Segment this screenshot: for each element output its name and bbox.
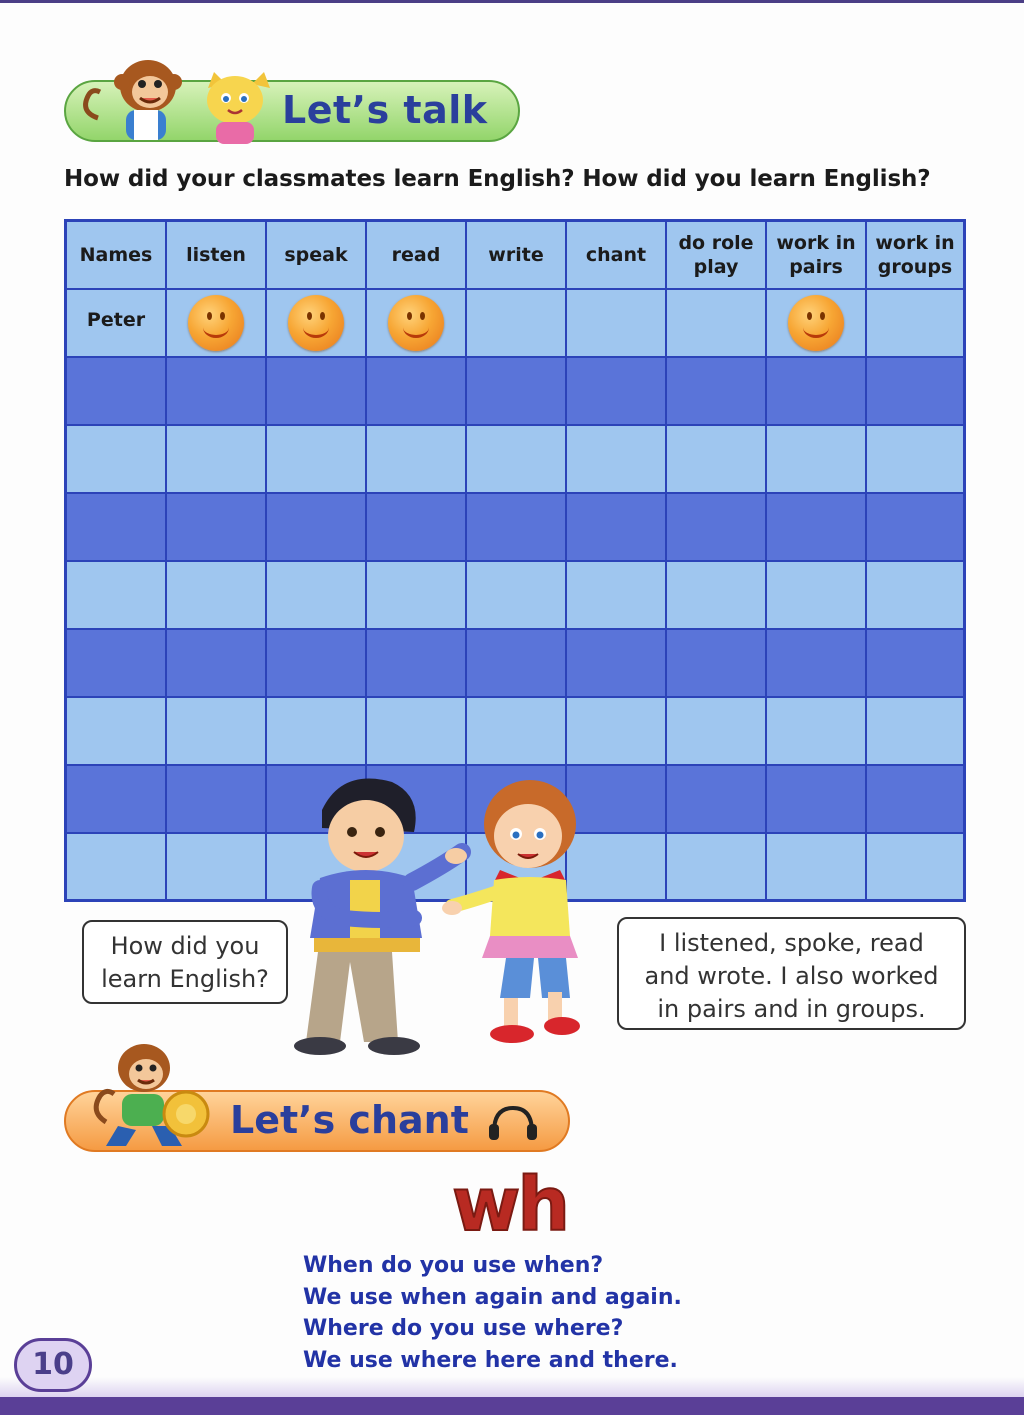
table-header-cell: listen [167,222,267,290]
table-cell[interactable] [767,290,867,358]
table-header-cell: work in pairs [767,222,867,290]
table-cell[interactable] [767,426,867,494]
table-cell[interactable] [267,494,367,562]
table-cell[interactable] [267,358,367,426]
table-cell[interactable] [467,494,567,562]
table-cell[interactable] [167,562,267,630]
table-cell[interactable] [867,698,963,766]
table-cell[interactable] [767,766,867,834]
table-cell[interactable] [367,358,467,426]
table-cell[interactable] [767,494,867,562]
table-cell[interactable] [467,426,567,494]
smiley-face-icon [388,295,444,351]
table-name-cell[interactable] [67,630,167,698]
table-cell[interactable] [167,494,267,562]
table-cell[interactable] [567,698,667,766]
smiley-face-icon [788,295,844,351]
table-cell[interactable] [167,766,267,834]
table-header-cell: work in groups [867,222,963,290]
table-cell[interactable] [667,290,767,358]
table-cell[interactable] [567,358,667,426]
table-cell[interactable] [767,630,867,698]
table-cell[interactable] [867,290,963,358]
chant-line: We use where here and there. [303,1347,678,1373]
bubble-line: and wrote. I also worked [644,962,939,990]
table-name-cell[interactable] [67,766,167,834]
table-header-cell: chant [567,222,667,290]
table-cell[interactable] [367,494,467,562]
page-number: 10 [32,1347,74,1382]
table-name-cell[interactable] [67,494,167,562]
table-name-cell[interactable] [67,426,167,494]
table-cell[interactable] [367,630,467,698]
headphones-icon[interactable] [486,1104,540,1142]
table-name-cell[interactable]: Peter [67,290,167,358]
table-cell[interactable] [167,290,267,358]
table-cell[interactable] [167,630,267,698]
table-cell[interactable] [367,698,467,766]
footer-gradient [0,1377,1024,1397]
table-header-cell: read [367,222,467,290]
smiley-face-icon [288,295,344,351]
table-cell[interactable] [567,426,667,494]
table-cell[interactable] [567,630,667,698]
bubble-line: learn English? [101,965,269,993]
table-cell[interactable] [267,562,367,630]
top-border [0,0,1024,3]
table-cell[interactable] [467,562,567,630]
table-cell[interactable] [367,290,467,358]
table-cell[interactable] [167,426,267,494]
table-cell[interactable] [167,834,267,902]
table-cell[interactable] [267,290,367,358]
table-cell[interactable] [867,766,963,834]
speech-bubble-question [82,920,288,1004]
lets-chant-title: Let’s chant [230,1098,469,1142]
table-cell[interactable] [267,698,367,766]
chant-line: When do you use when? [303,1253,604,1278]
table-cell[interactable] [667,494,767,562]
table-name-cell[interactable] [67,358,167,426]
table-cell[interactable] [767,834,867,902]
table-cell[interactable] [667,834,767,902]
table-cell[interactable] [467,698,567,766]
table-cell[interactable] [467,630,567,698]
question-text: How did your classmates learn English? How did you learn English? [64,166,931,192]
chant-line: Where do you use where? [303,1316,624,1341]
table-cell[interactable] [667,562,767,630]
table-cell[interactable] [867,630,963,698]
footer-band [0,1397,1024,1415]
bubble-line: in pairs and in groups. [657,995,926,1023]
table-cell[interactable] [767,698,867,766]
speech-bubble-answer [617,917,966,1030]
lets-talk-title: Let’s talk [282,88,488,132]
table-cell[interactable] [267,426,367,494]
table-header-cell: do role play [667,222,767,290]
table-header-cell: write [467,222,567,290]
children-illustration [280,770,620,1060]
table-cell[interactable] [767,562,867,630]
smiley-face-icon [188,295,244,351]
table-cell[interactable] [867,494,963,562]
bubble-line: How did you [110,932,260,960]
table-cell[interactable] [867,358,963,426]
monkey-mascot-icon [78,48,188,144]
table-name-cell[interactable] [67,698,167,766]
table-cell[interactable] [867,834,963,902]
chant-line: We use when again and again. [303,1284,682,1310]
phonics-sound-wh: wh [452,1162,568,1248]
table-cell[interactable] [467,290,567,358]
table-name-cell[interactable] [67,562,167,630]
table-cell[interactable] [567,290,667,358]
table-cell[interactable] [667,698,767,766]
table-cell[interactable] [667,426,767,494]
table-cell[interactable] [867,426,963,494]
chant-lines [303,1250,682,1376]
table-name-cell[interactable] [67,834,167,902]
table-cell[interactable] [367,562,467,630]
table-cell[interactable] [667,630,767,698]
table-cell[interactable] [567,562,667,630]
monkey-drummer-icon [88,1032,218,1152]
table-cell[interactable] [167,358,267,426]
table-cell[interactable] [567,494,667,562]
table-cell[interactable] [667,358,767,426]
table-cell[interactable] [767,358,867,426]
bubble-line: I listened, spoke, read [659,929,924,957]
table-header-cell: speak [267,222,367,290]
table-cell[interactable] [367,426,467,494]
table-header-cell: Names [67,222,167,290]
cat-mascot-icon [190,70,280,146]
table-cell[interactable] [867,562,963,630]
table-cell[interactable] [667,766,767,834]
table-cell[interactable] [167,698,267,766]
table-cell[interactable] [467,358,567,426]
table-cell[interactable] [267,630,367,698]
